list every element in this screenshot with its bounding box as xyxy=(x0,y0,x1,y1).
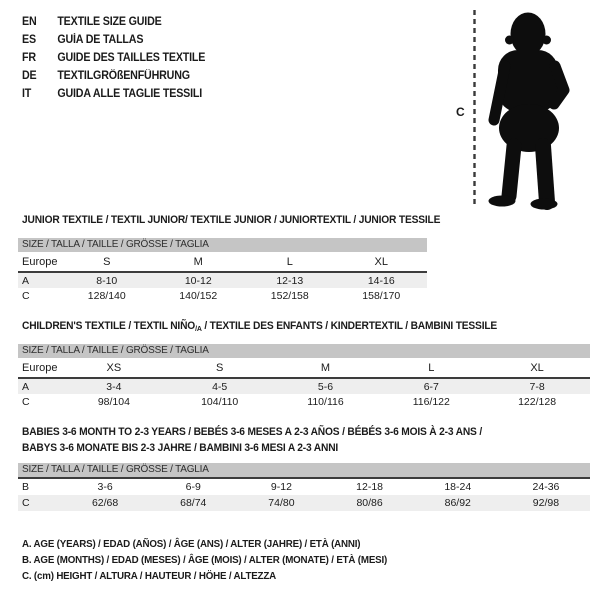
size-col: M xyxy=(193,255,203,268)
junior-table-title: JUNIOR TEXTILE / TEXTIL JUNIOR/ TEXTILE JUNIOR / JUNIORTEXTIL / JUNIOR TESSILE xyxy=(22,214,441,226)
cell: 86/92 xyxy=(444,497,471,509)
cell: 62/68 xyxy=(91,497,119,509)
cell: 3-4 xyxy=(106,380,122,393)
cell: 7-8 xyxy=(529,380,545,393)
cell: 18-24 xyxy=(444,481,472,493)
babies-age-row xyxy=(18,479,590,495)
guide-title-fr: GUIDE DES TAILLES TEXTILE xyxy=(57,52,206,64)
footnote-age-months: B. AGE (MONTHS) / EDAD (MESES) / ÂGE (MOIS) / ALTER (MONATE) / ETÀ (MESI) xyxy=(22,554,388,566)
size-col: M xyxy=(320,361,331,374)
size-col: XL xyxy=(530,361,544,374)
cell: 8-10 xyxy=(96,274,118,287)
cell: 122/128 xyxy=(518,395,557,408)
cell: 98/104 xyxy=(97,395,130,408)
row-label: B xyxy=(22,481,30,493)
cell: 6-9 xyxy=(185,481,201,493)
size-col: L xyxy=(428,361,435,374)
region-label: Europe xyxy=(22,255,58,268)
junior-size-header-bar: SIZE / TALLA / TAILLE / GRÖSSE / TAGLIA xyxy=(18,238,427,252)
babies-title-line1: BABIES 3-6 MONTH TO 2-3 YEARS / BEBÉS 3-6 MESES A 2-3 AÑOS / BÉBÉS 3-6 MOIS À 2-3 ANS / xyxy=(22,426,483,438)
children-height-row xyxy=(18,394,590,409)
cell: 10-12 xyxy=(184,274,212,287)
children-title-post: / TEXTILE DES ENFANTS / KINDERTEXTIL / BAMBINI TESSILE xyxy=(201,320,498,332)
cell: 140/152 xyxy=(179,289,218,302)
toddler-body xyxy=(489,13,565,210)
figure-height-label: C xyxy=(456,105,465,119)
children-title-pre: CHILDREN'S TEXTILE / TEXTIL NIÑO xyxy=(22,320,196,332)
row-label: A xyxy=(22,274,30,287)
cell: 12-18 xyxy=(356,481,384,493)
region-label: Europe xyxy=(22,361,58,374)
size-col: S xyxy=(216,361,224,374)
junior-height-row xyxy=(18,288,427,303)
babies-height-row xyxy=(18,495,590,511)
size-col: L xyxy=(286,255,293,268)
language-list xyxy=(22,13,219,103)
guide-title-es: GUÍA DE TALLAS xyxy=(57,34,144,46)
cell: 80/86 xyxy=(356,497,383,509)
cell: 6-7 xyxy=(423,380,439,393)
cell: 4-5 xyxy=(212,380,228,393)
cell: 9-12 xyxy=(270,481,292,493)
language-code: EN xyxy=(22,16,37,28)
toddler-silhouette-icon xyxy=(450,6,600,216)
language-code: ES xyxy=(22,34,36,46)
guide-title-it: GUIDA ALLE TAGLIE TESSILI xyxy=(57,88,203,100)
children-columns-row xyxy=(18,358,590,377)
size-col: XL xyxy=(374,255,388,268)
language-code: FR xyxy=(22,52,36,64)
children-table xyxy=(18,344,590,409)
junior-table xyxy=(18,238,427,303)
cell: 152/158 xyxy=(270,289,309,302)
language-row-it xyxy=(22,85,205,103)
language-code: IT xyxy=(22,88,32,100)
row-label: C xyxy=(22,289,30,302)
cell: 24-36 xyxy=(532,481,560,493)
footnote-age-years: A. AGE (YEARS) / EDAD (AÑOS) / ÂGE (ANS) / ALTER (JAHRE) / ETÀ (ANNI) xyxy=(22,538,361,550)
cell: 74/80 xyxy=(268,497,295,509)
language-row-fr xyxy=(22,49,205,67)
cell: 116/122 xyxy=(412,395,450,408)
row-label: A xyxy=(22,380,30,393)
cell: 3-6 xyxy=(97,481,113,493)
guide-title-de: TEXTILGRÖßENFÜHRUNG xyxy=(57,70,190,82)
row-label: C xyxy=(22,395,30,408)
language-code: DE xyxy=(22,70,37,82)
children-table-title xyxy=(22,318,497,337)
cell: 92/98 xyxy=(532,497,560,509)
junior-age-row xyxy=(18,273,427,288)
footnote-height-cm: C. (cm) HEIGHT / ALTURA / HAUTEUR / HÖHE / ALTEZZA xyxy=(22,570,276,582)
junior-columns-row xyxy=(18,252,427,271)
children-title-sub: /A xyxy=(195,324,202,333)
size-col: XS xyxy=(106,361,122,374)
cell: 110/116 xyxy=(307,395,344,408)
babies-title-line2: BABYS 3-6 MONATE BIS 2-3 JAHRE / BAMBINI 3-6 MESI A 2-3 ANNI xyxy=(22,442,339,454)
cell: 158/170 xyxy=(362,289,401,302)
babies-table xyxy=(18,463,590,511)
babies-table-title xyxy=(22,424,482,456)
cell: 5-6 xyxy=(317,380,334,393)
children-size-header-bar: SIZE / TALLA / TAILLE / GRÖSSE / TAGLIA xyxy=(18,344,590,358)
cell: 104/110 xyxy=(201,395,239,408)
cell: 12-13 xyxy=(276,274,304,287)
row-label: C xyxy=(22,497,30,509)
cell: 68/74 xyxy=(180,497,207,509)
size-col: S xyxy=(103,255,111,268)
language-row-es xyxy=(22,31,205,49)
babies-size-header-bar: SIZE / TALLA / TAILLE / GRÖSSE / TAGLIA xyxy=(18,463,590,477)
guide-title-en: TEXTILE SIZE GUIDE xyxy=(57,16,162,28)
language-row-de xyxy=(22,67,205,85)
cell: 128/140 xyxy=(87,289,126,302)
cell: 14-16 xyxy=(367,274,395,287)
footnotes xyxy=(22,536,415,584)
children-age-row xyxy=(18,379,590,394)
language-row-en xyxy=(22,13,205,31)
